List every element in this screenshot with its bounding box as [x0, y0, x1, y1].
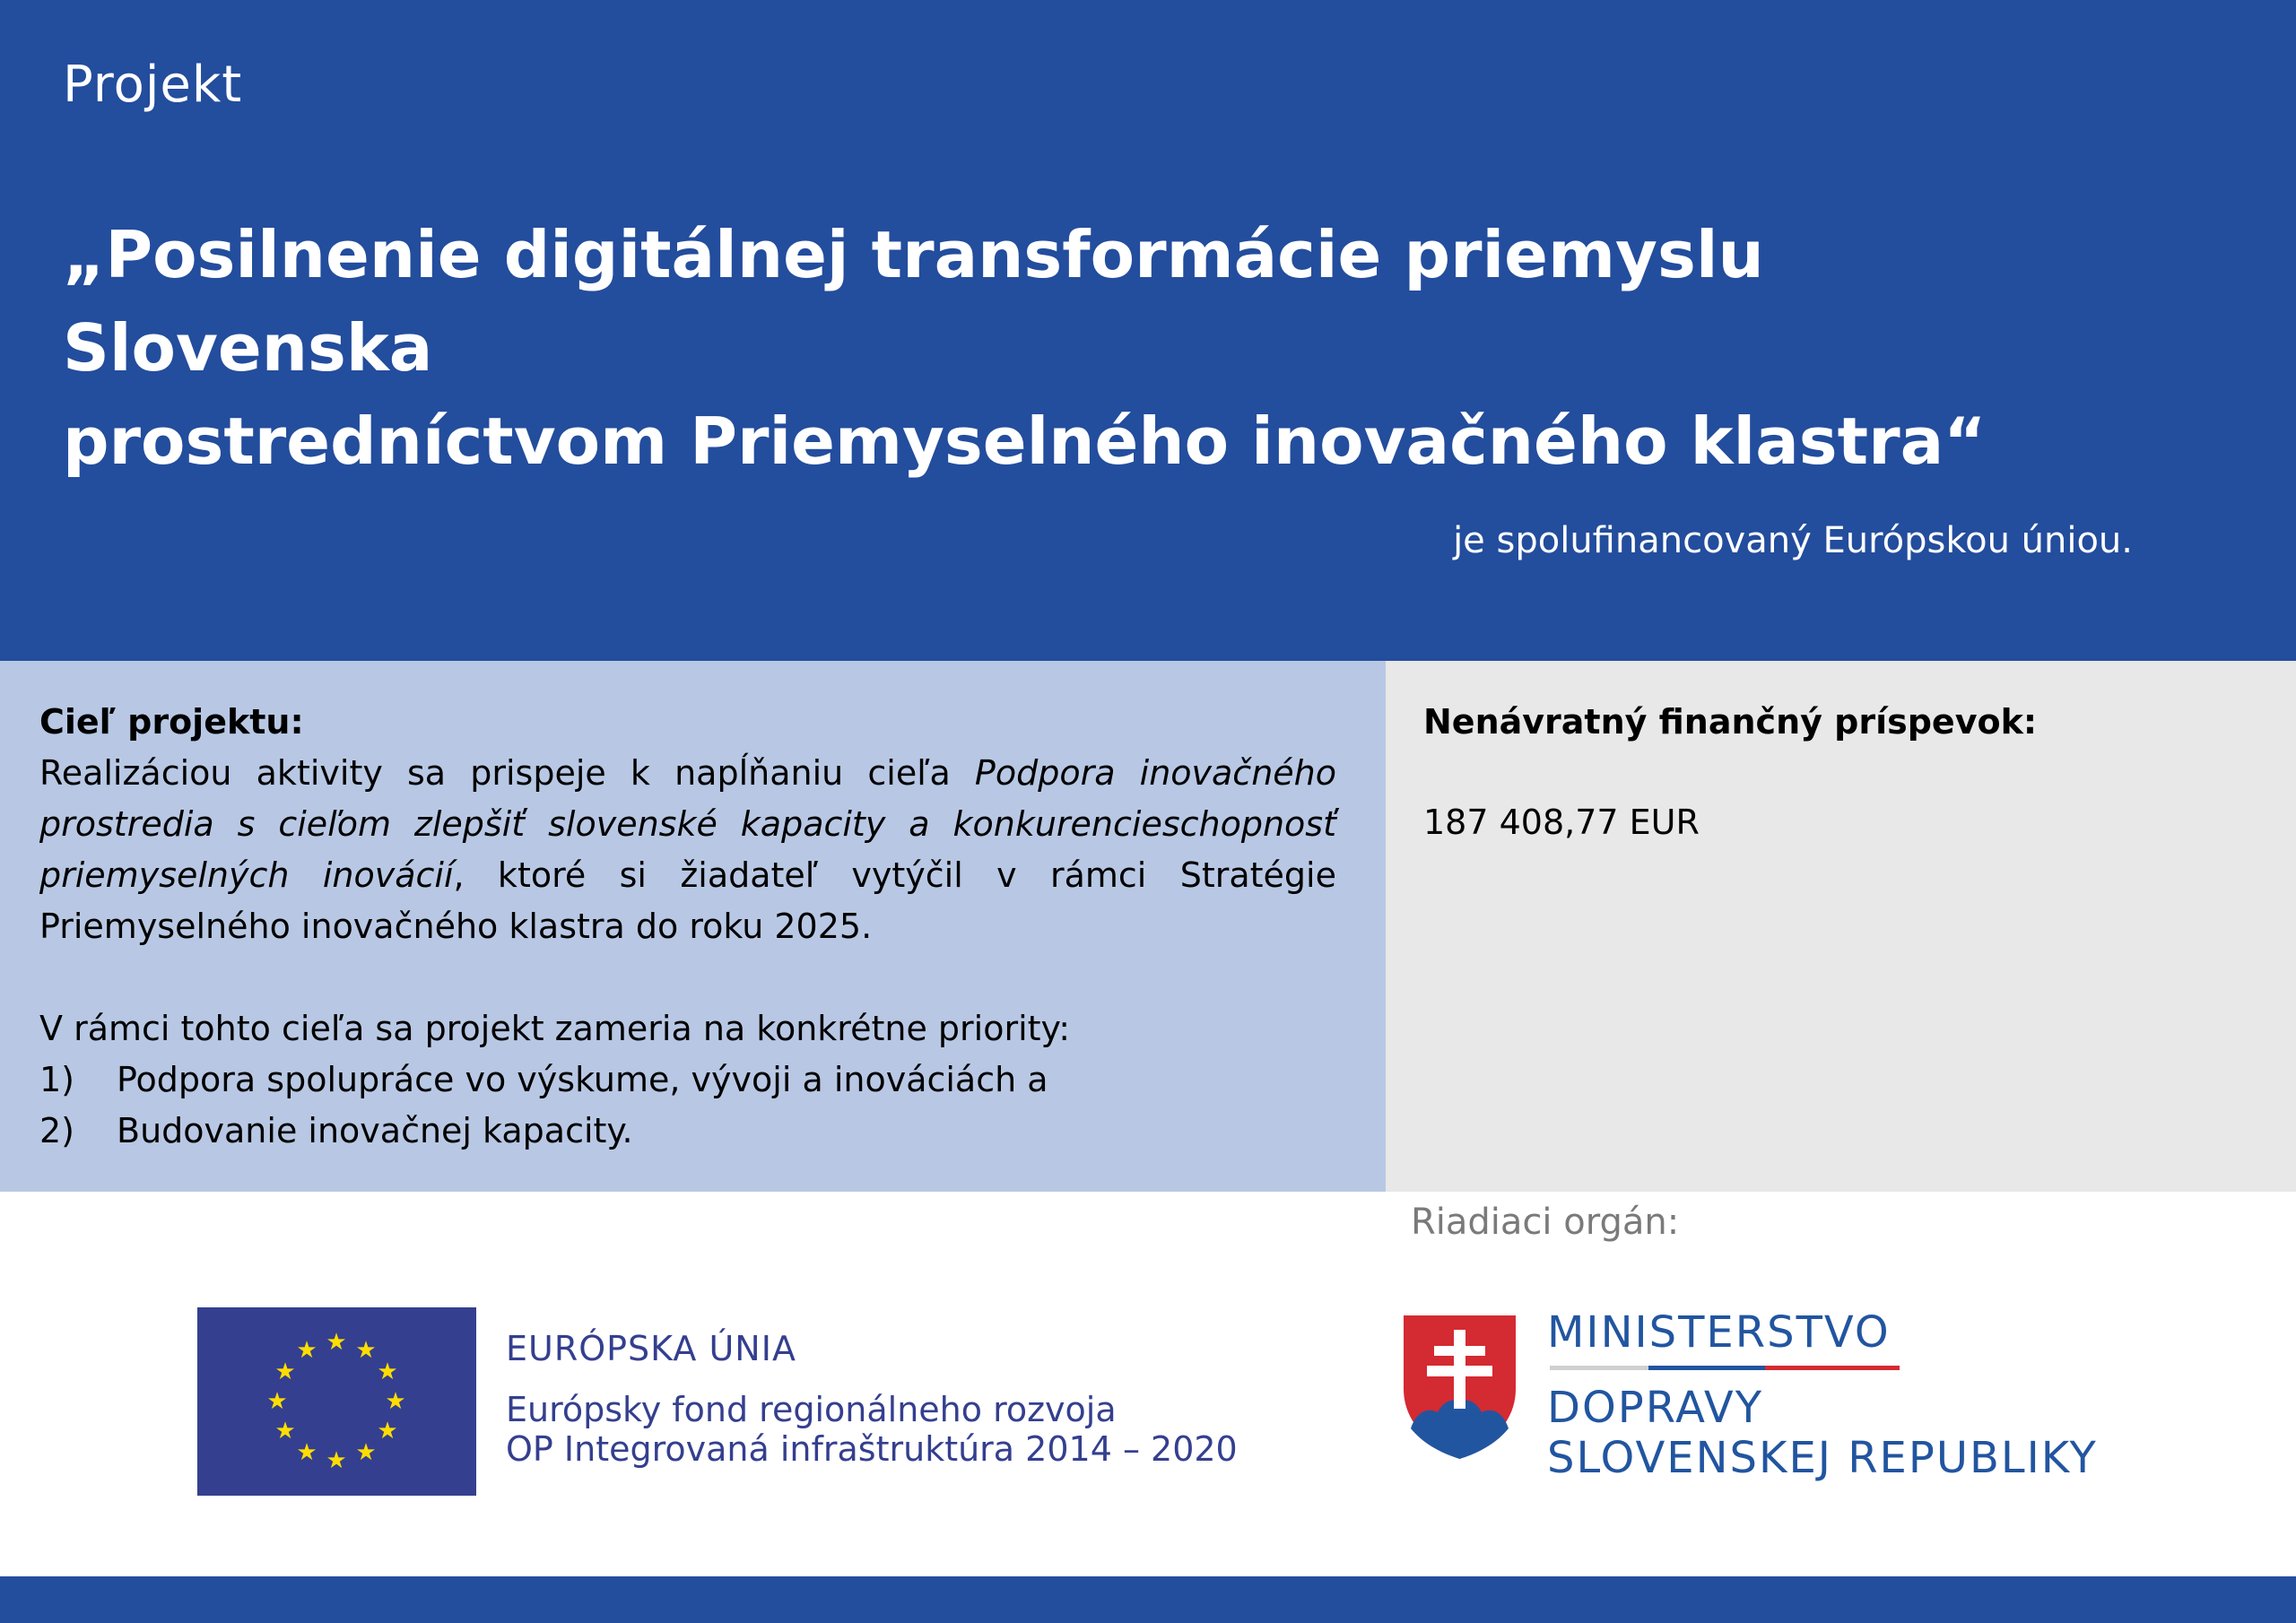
eu-programme-line: OP Integrovaná infraštruktúra 2014 – 2020 [506, 1429, 1238, 1469]
goal-content [39, 697, 1336, 1157]
header-banner [0, 0, 2296, 661]
svg-text:★: ★ [377, 1418, 398, 1445]
priority-number: 2) [39, 1111, 75, 1150]
finance-heading: Nenávratný finančný príspevok: [1423, 702, 2038, 742]
ministry-name-line-1: MINISTERSTVO [1547, 1307, 1891, 1358]
goal-text-start: Realizáciou aktivity sa prispeje k napĺňaniu cieľa [39, 753, 975, 793]
goal-heading: Cieľ projektu: [39, 702, 304, 742]
project-kicker: Projekt [63, 56, 243, 114]
project-title [63, 208, 2126, 488]
svg-text:★: ★ [355, 1337, 377, 1364]
priorities-intro: V rámci tohto cieľa sa projekt zameria na konkrétne priority: [39, 1009, 1071, 1048]
svg-text:★: ★ [274, 1418, 296, 1445]
eu-title: EURÓPSKA ÚNIA [506, 1329, 796, 1368]
goal-text-italic: Podpora inovačného prostredia s cieľom zlepšiť slovenské kapacity a konkurencieschopnosť priemyselných inovácií [39, 753, 1336, 895]
cofinanced-note: je spolufinancovaný Európskou úniou. [1453, 520, 2133, 561]
priority-item [39, 1055, 1336, 1106]
priority-number: 1) [39, 1060, 75, 1099]
goal-paragraph [39, 748, 1336, 952]
ministry-tricolor-rule [1550, 1366, 1900, 1370]
eu-flag-icon [197, 1307, 476, 1496]
svg-text:★: ★ [385, 1388, 406, 1415]
managing-authority-label: Riadiaci orgán: [1411, 1202, 1680, 1243]
eu-stars-icon [197, 1307, 476, 1496]
svg-text:★: ★ [274, 1358, 296, 1385]
eu-fund-line: Európsky fond regionálneho rozvoja [506, 1390, 1117, 1429]
footer-bar [0, 1576, 2296, 1623]
slovak-coat-of-arms-icon [1404, 1315, 1516, 1459]
svg-text:★: ★ [377, 1358, 398, 1385]
svg-text:★: ★ [355, 1439, 377, 1466]
project-title-line-1: „Posilnenie digitálnej transformácie priemyslu Slovenska [63, 217, 1764, 386]
svg-text:★: ★ [296, 1439, 317, 1466]
ministry-name-line-3: SLOVENSKEJ REPUBLIKY [1547, 1433, 2098, 1483]
priority-item [39, 1106, 1336, 1157]
svg-text:★: ★ [266, 1388, 288, 1415]
goal-panel [0, 661, 1386, 1192]
finance-amount: 187 408,77 EUR [1423, 803, 1700, 842]
priority-text: Podpora spolupráce vo výskume, vývoji a inováciách a [117, 1060, 1048, 1099]
shield-icon [1404, 1315, 1516, 1459]
svg-text:★: ★ [296, 1337, 317, 1364]
goal-text-end: , ktoré si žiadateľ vytýčil v rámci Stratégie Priemyselného inovačného klastra do roku 2025. [39, 855, 1336, 946]
ministry-name-line-2: DOPRAVY [1547, 1383, 1764, 1433]
svg-text:★: ★ [326, 1447, 347, 1474]
project-title-line-2: prostredníctvom Priemyselného inovačného klastra“ [63, 404, 1987, 479]
svg-text:★: ★ [326, 1329, 347, 1356]
finance-panel [1386, 661, 2296, 1192]
priority-text: Budovanie inovačnej kapacity. [117, 1111, 633, 1150]
paragraph-gap [39, 952, 1336, 1003]
